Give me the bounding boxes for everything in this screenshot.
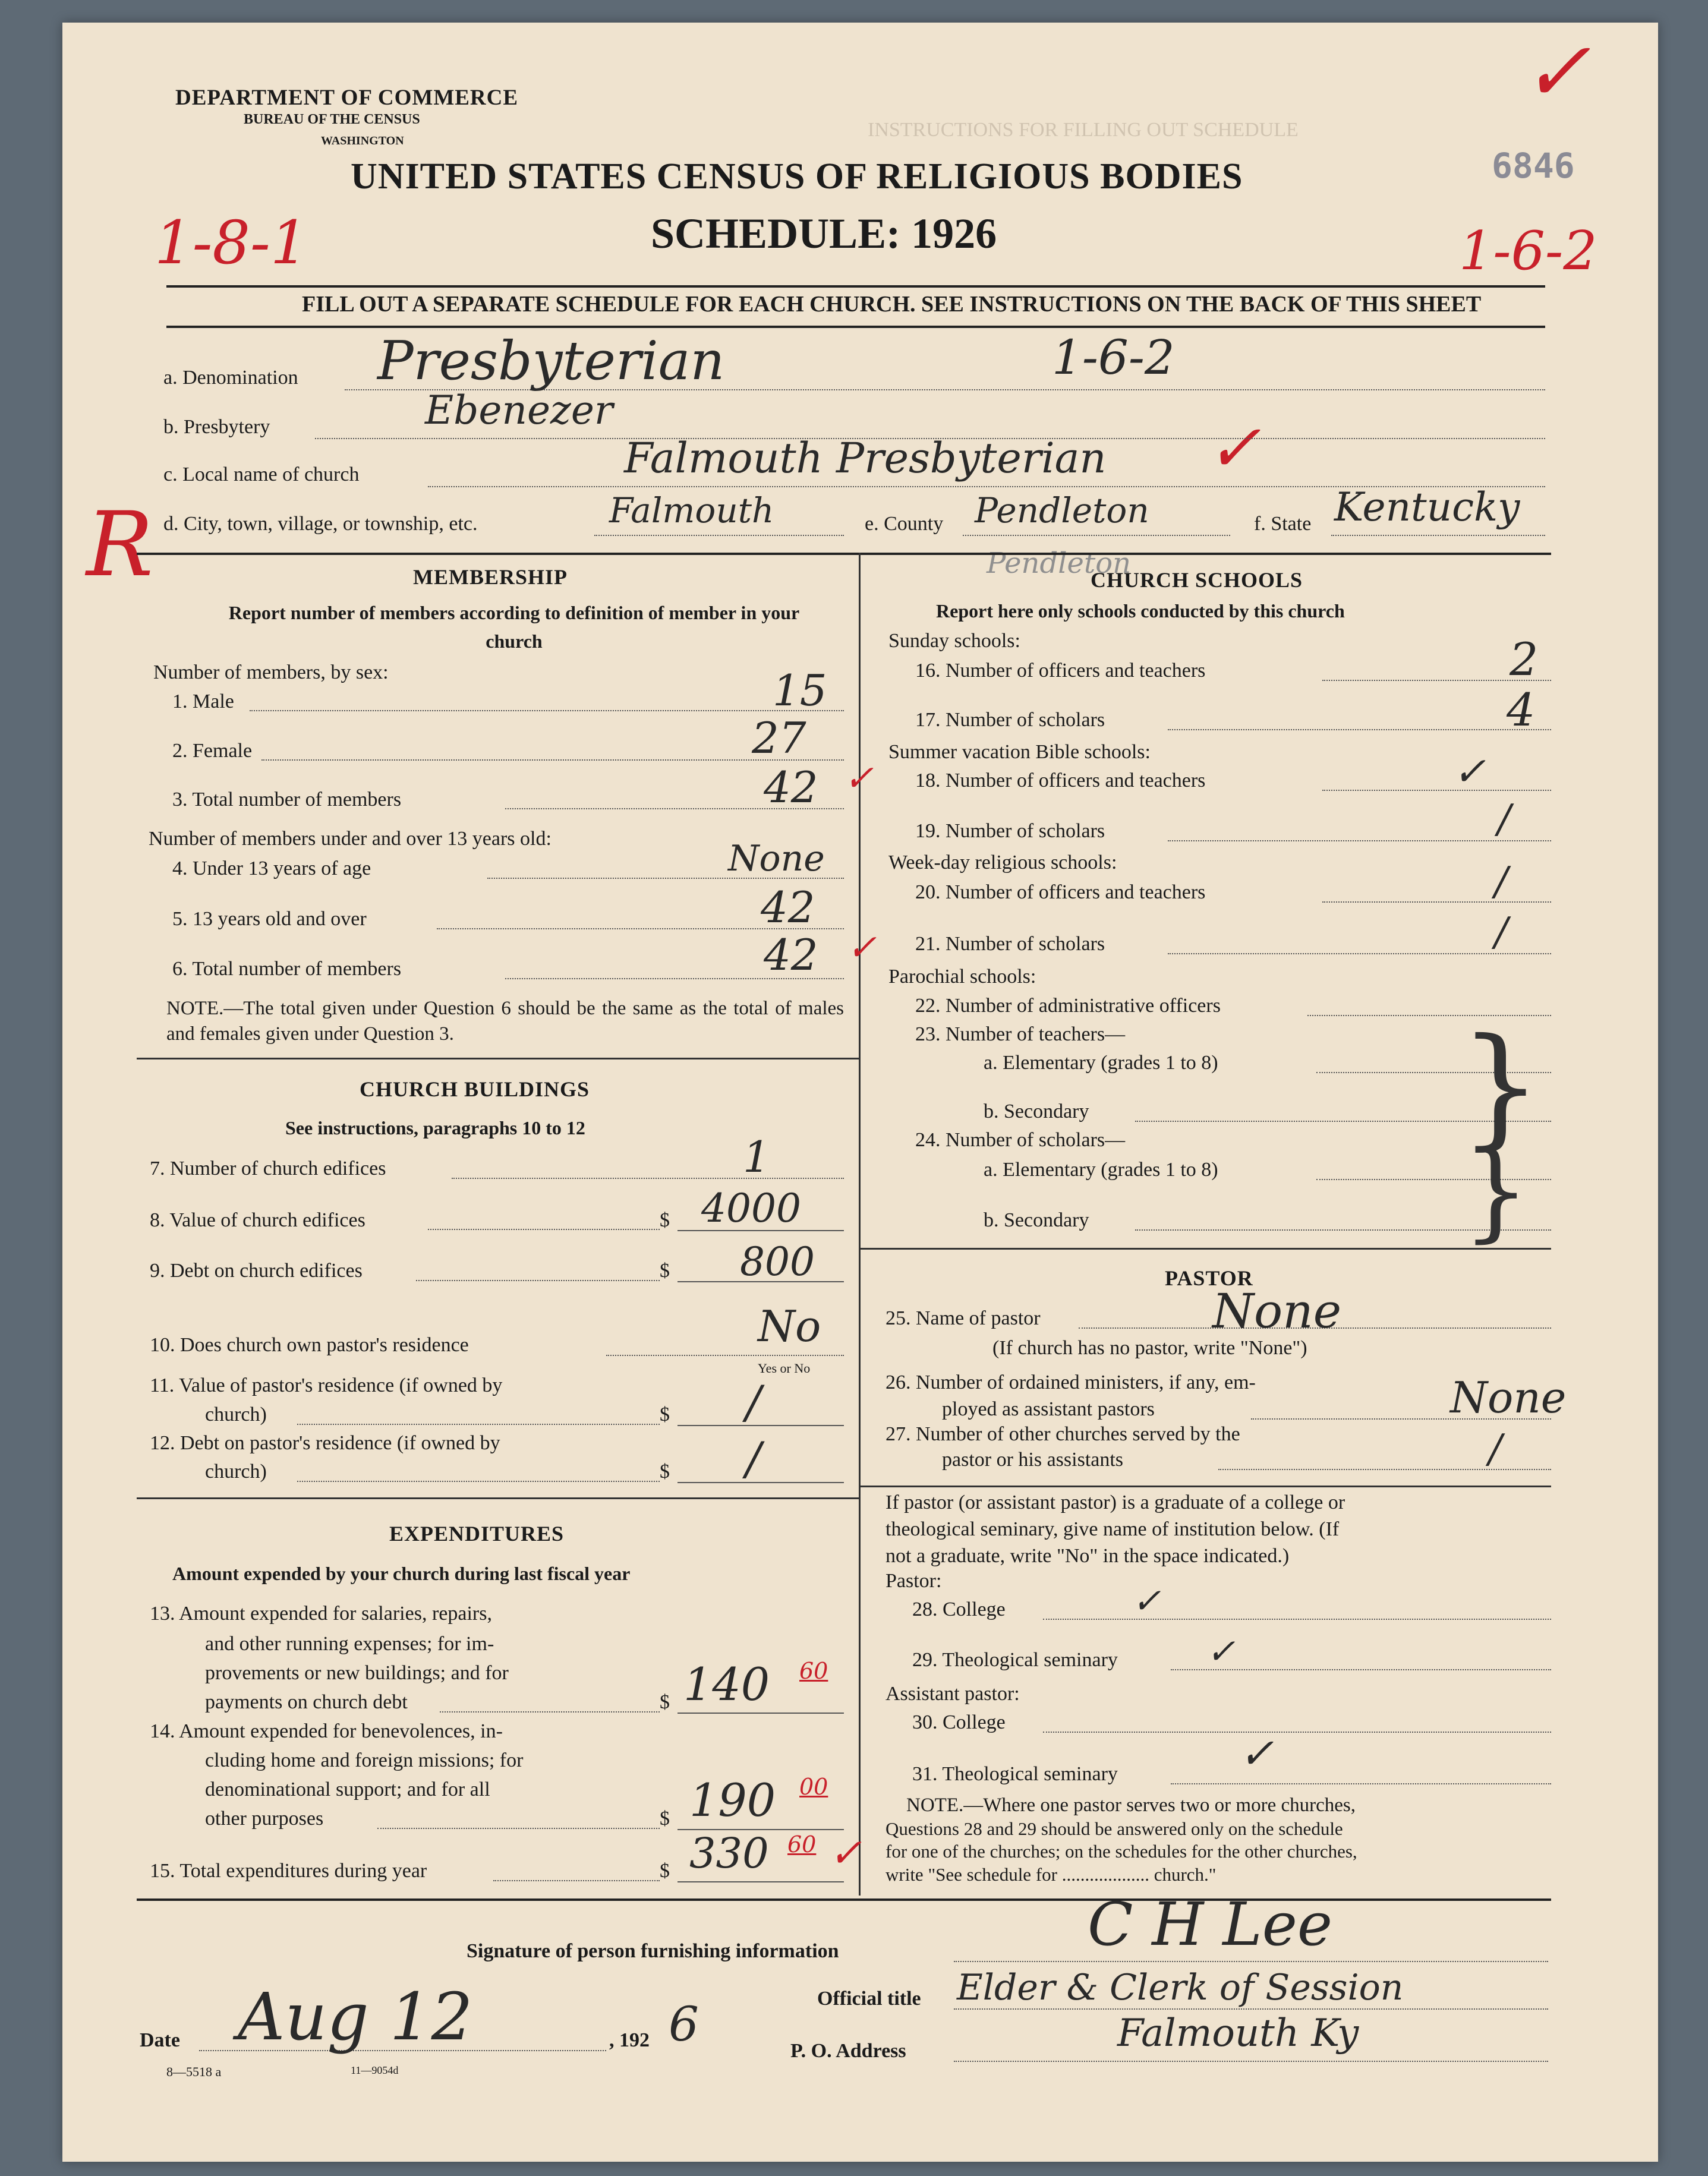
q14-label-l4: other purposes <box>205 1808 324 1830</box>
bleed-through-text: INSTRUCTIONS FOR FILLING OUT SCHEDULE <box>868 119 1299 141</box>
graduate-instruction-3: not a graduate, write "No" in the space indicated.) <box>885 1545 1290 1567</box>
graduate-instruction-2: theological seminary, give name of institution below. (If <box>885 1518 1340 1540</box>
dollar-sign: $ <box>660 1461 670 1483</box>
q17-label: 17. Number of scholars <box>915 709 1105 731</box>
q26-label: 26. Number of ordained ministers, if any, em- <box>885 1371 1256 1393</box>
year-prefix: , 192 <box>609 2029 650 2051</box>
dollar-sign: $ <box>660 1404 670 1426</box>
red-check-q3: ✓ <box>844 758 874 799</box>
department-heading: DEPARTMENT OF COMMERCE <box>175 86 519 110</box>
red-check-local-name: ✓ <box>1206 410 1262 486</box>
fill-line <box>954 2008 1548 2010</box>
q24a-label: a. Elementary (grades 1 to 8) <box>984 1159 1218 1181</box>
q8-value-amount: 4000 <box>701 1185 801 1231</box>
fill-line <box>250 710 844 711</box>
pastor-heading: PASTOR <box>1165 1266 1253 1290</box>
q26-value: None <box>1450 1373 1567 1423</box>
q11-residence-value: / <box>746 1376 761 1428</box>
q4-under13-value: None <box>728 838 825 879</box>
signature-value: C H Lee <box>1088 1890 1333 1959</box>
po-address-value: Falmouth Ky <box>1117 2011 1359 2055</box>
red-code-left: 1-8-1 <box>155 208 308 277</box>
rule <box>137 553 1551 555</box>
q29-label: 29. Theological seminary <box>912 1649 1118 1671</box>
q1-male-value: 15 <box>773 666 827 715</box>
pastor-note-4: write "See schedule for ................... church." <box>885 1864 1217 1885</box>
county-pencil-note: Pendleton <box>987 547 1132 580</box>
q23-label: 23. Number of teachers— <box>915 1023 1126 1045</box>
q14-label: 14. Amount expended for benevolences, in- <box>150 1720 503 1742</box>
q18-label: 18. Number of officers and teachers <box>915 770 1206 791</box>
q12-residence-debt-value: / <box>746 1432 761 1485</box>
church-schools-heading: CHURCH SCHOOLS <box>1091 568 1303 592</box>
q28-label: 28. College <box>912 1598 1006 1620</box>
assistant-pastor-subheading: Assistant pastor: <box>885 1683 1020 1705</box>
q5-over13-label: 5. 13 years old and over <box>172 908 367 930</box>
city-label: d. City, town, village, or township, etc. <box>163 513 478 535</box>
schedule-title: SCHEDULE: 1926 <box>651 210 997 257</box>
fill-line <box>440 1711 660 1713</box>
official-title-value: Elder & Clerk of Session <box>957 1967 1404 2008</box>
rule <box>166 285 1545 288</box>
yes-or-no-hint: Yes or No <box>758 1361 811 1376</box>
fill-line <box>1043 1619 1551 1620</box>
column-divider <box>859 553 861 1896</box>
rule <box>137 1497 859 1499</box>
form-code: 8—5518 a <box>166 2064 222 2079</box>
members-by-sex-label: Number of members, by sex: <box>153 661 389 683</box>
q13-amount: 140 <box>683 1658 770 1711</box>
summer-schools-label: Summer vacation Bible schools: <box>888 741 1151 763</box>
q7-edifices-value: 1 <box>743 1132 770 1182</box>
county-label: e. County <box>865 513 944 535</box>
q14-label-l2: cluding home and foreign missions; for <box>205 1749 524 1771</box>
pastor-note-1: NOTE.—Where one pastor serves two or more churches, <box>906 1795 1356 1816</box>
bureau-heading: BUREAU OF THE CENSUS <box>244 112 420 127</box>
q25-label: 25. Name of pastor <box>885 1307 1041 1329</box>
schools-intro: Report here only schools conducted by this church <box>936 600 1345 622</box>
q13-cents: 60 <box>799 1658 828 1684</box>
q4-under13-label: 4. Under 13 years of age <box>172 857 371 879</box>
denomination-value: Presbyterian <box>377 330 725 392</box>
q2-female-value: 27 <box>752 713 806 763</box>
fill-line <box>1171 1783 1551 1784</box>
fill-line <box>1168 840 1551 841</box>
fill-line <box>1168 729 1551 730</box>
denomination-label: a. Denomination <box>163 367 298 389</box>
q14-amount: 190 <box>689 1774 776 1827</box>
q24-label: 24. Number of scholars— <box>915 1129 1126 1151</box>
fill-line <box>297 1424 660 1425</box>
q10-owns-residence-label: 10. Does church own pastor's residence <box>150 1334 469 1356</box>
q6-total-label: 6. Total number of members <box>172 958 402 980</box>
red-code-right: 1-6-2 <box>1459 220 1597 282</box>
fill-line <box>1322 901 1551 903</box>
q26-label-cont: ployed as assistant pastors <box>942 1398 1155 1420</box>
sunday-schools-label: Sunday schools: <box>888 630 1020 652</box>
q29-value: ✓ <box>1206 1631 1236 1672</box>
buildings-instructions: See instructions, paragraphs 10 to 12 <box>285 1117 585 1139</box>
dollar-sign: $ <box>660 1691 670 1713</box>
rule <box>137 1899 1551 1901</box>
q12-residence-debt-label: 12. Debt on pastor's residence (if owned by <box>150 1432 500 1454</box>
fill-line <box>594 535 844 536</box>
q9-debt-label: 9. Debt on church edifices <box>150 1260 363 1282</box>
q7-edifices-label: 7. Number of church edifices <box>150 1158 386 1180</box>
q8-value-label: 8. Value of church edifices <box>150 1209 365 1231</box>
rule <box>166 326 1545 328</box>
q3-total-value: 42 <box>764 762 818 812</box>
official-title-label: Official title <box>817 1988 921 2010</box>
presbytery-label: b. Presbytery <box>163 416 270 438</box>
amount-line <box>677 1881 844 1882</box>
q16-value: 2 <box>1510 633 1539 686</box>
fill-line <box>452 1178 844 1179</box>
form-number-stamp: 6846 <box>1492 146 1575 186</box>
q19-label: 19. Number of scholars <box>915 820 1105 842</box>
fill-line <box>1331 535 1545 536</box>
q13-label: 13. Amount expended for salaries, repairs, <box>150 1603 492 1625</box>
q23b-label: b. Secondary <box>984 1100 1089 1122</box>
q11-label-cont: church) <box>205 1404 267 1426</box>
q17-value: 4 <box>1507 683 1536 736</box>
q20-label: 20. Number of officers and teachers <box>915 881 1206 903</box>
date-label: Date <box>140 2029 180 2051</box>
fill-line <box>954 2061 1548 2062</box>
q15-cents: 60 <box>787 1831 817 1858</box>
pastor-subheading: Pastor: <box>885 1570 942 1592</box>
q3-total-label: 3. Total number of members <box>172 789 402 811</box>
amount-line <box>677 1713 844 1714</box>
q25-hint: (If church has no pastor, write "None") <box>992 1337 1307 1359</box>
red-check-q6: ✓ <box>847 927 877 969</box>
q12-label-cont: church) <box>205 1461 267 1483</box>
q23a-label: a. Elementary (grades 1 to 8) <box>984 1052 1218 1074</box>
expenditures-heading: EXPENDITURES <box>389 1522 565 1546</box>
presbytery-value: Ebenezer <box>425 387 613 433</box>
fill-line <box>416 1280 660 1281</box>
graduate-instruction-1: If pastor (or assistant pastor) is a graduate of a college or <box>885 1491 1345 1513</box>
form-title: UNITED STATES CENSUS OF RELIGIOUS BODIES <box>351 156 1243 197</box>
q21-label: 21. Number of scholars <box>915 933 1105 955</box>
q22-label: 22. Number of administrative officers <box>915 995 1221 1017</box>
city-heading: WASHINGTON <box>321 134 404 147</box>
pastor-note-2: Questions 28 and 29 should be answered only on the schedule <box>885 1818 1343 1839</box>
q2-female-label: 2. Female <box>172 740 253 762</box>
code-middle: 1-6-2 <box>1052 330 1175 385</box>
red-margin-mark: R <box>86 493 153 597</box>
fill-line <box>606 1355 844 1356</box>
state-value: Kentucky <box>1334 484 1520 530</box>
fill-line <box>1043 1732 1551 1733</box>
pastor-note-3: for one of the churches; on the schedules for the other churches, <box>885 1841 1357 1862</box>
year-digit: 6 <box>669 1997 699 2052</box>
parochial-schools-label: Parochial schools: <box>888 966 1036 988</box>
q15-total-label: 15. Total expenditures during year <box>150 1860 427 1882</box>
q27-label-cont: pastor or his assistants <box>942 1449 1124 1471</box>
rule <box>859 1486 1551 1487</box>
q11-residence-value-label: 11. Value of pastor's residence (if owned by <box>150 1374 503 1396</box>
q27-value: / <box>1489 1426 1502 1472</box>
fill-line <box>963 535 1230 536</box>
church-buildings-heading: CHURCH BUILDINGS <box>360 1077 590 1101</box>
q6-total-value: 42 <box>764 930 818 980</box>
dollar-sign: $ <box>660 1860 670 1882</box>
red-check-q15: ✓ <box>829 1830 862 1876</box>
q24b-label: b. Secondary <box>984 1209 1089 1231</box>
print-code: 11—9054d <box>351 2064 399 2076</box>
q14-cents: 00 <box>799 1774 828 1800</box>
membership-intro: Report number of members according to definition of member in your church <box>228 602 800 652</box>
membership-heading: MEMBERSHIP <box>413 565 568 589</box>
q21-value: / <box>1495 909 1508 955</box>
fill-line <box>377 1828 660 1829</box>
q31-value: ✓ <box>1239 1729 1274 1778</box>
q16-label: 16. Number of officers and teachers <box>915 660 1206 682</box>
rule <box>137 1058 859 1059</box>
county-value: Pendleton <box>975 490 1149 531</box>
signature-label: Signature of person furnishing information <box>467 1940 839 1962</box>
red-check-top: ✓ <box>1521 24 1592 121</box>
q25-value: None <box>1212 1283 1342 1339</box>
q31-label: 31. Theological seminary <box>912 1763 1118 1785</box>
separate-schedule-instruction: FILL OUT A SEPARATE SCHEDULE FOR EACH CHURCH. SEE INSTRUCTIONS ON THE BACK OF THIS SHEET <box>302 292 1482 317</box>
fill-line <box>1168 953 1551 954</box>
q1-male-label: 1. Male <box>172 690 234 712</box>
expenditures-intro: Amount expended by your church during last fiscal year <box>172 1563 631 1584</box>
q28-value: ✓ <box>1132 1581 1161 1621</box>
state-label: f. State <box>1254 513 1312 535</box>
fill-line <box>1322 790 1551 791</box>
members-by-age-label: Number of members under and over 13 years old: <box>149 828 552 850</box>
q5-over13-value: 42 <box>761 882 815 932</box>
dollar-sign: $ <box>660 1209 670 1231</box>
fill-line <box>954 1961 1548 1962</box>
q10-owns-residence-value: No <box>758 1301 821 1351</box>
handwritten-brace-mark: } <box>1459 1010 1542 1162</box>
fill-line <box>493 1880 660 1881</box>
fill-line <box>297 1481 660 1482</box>
q13-label-l4: payments on church debt <box>205 1691 408 1713</box>
q14-label-l3: denominational support; and for all <box>205 1778 490 1800</box>
q27-label: 27. Number of other churches served by the <box>885 1423 1240 1445</box>
q18-value: ✓ <box>1453 749 1486 794</box>
city-value: Falmouth <box>609 490 774 531</box>
q19-value: / <box>1498 796 1511 842</box>
date-value: Aug 12 <box>238 1979 473 2055</box>
local-name-label: c. Local name of church <box>163 463 360 485</box>
dollar-sign: $ <box>660 1260 670 1282</box>
fill-line <box>428 1229 660 1230</box>
q9-debt-amount: 800 <box>740 1239 815 1285</box>
handwritten-brace-mark: } <box>1462 1129 1530 1253</box>
local-name-value: Falmouth Presbyterian <box>624 434 1107 482</box>
q30-label: 30. College <box>912 1711 1006 1733</box>
q20-value: / <box>1495 859 1508 904</box>
q13-label-l2: and other running expenses; for im- <box>205 1633 494 1655</box>
po-address-label: P. O. Address <box>790 2040 906 2062</box>
q13-label-l3: provements or new buildings; and for <box>205 1662 509 1684</box>
dollar-sign: $ <box>660 1808 670 1830</box>
q15-amount: 330 <box>689 1829 769 1878</box>
rule <box>859 1248 1551 1250</box>
membership-note: NOTE.—The total given under Question 6 should be the same as the total of males and females given under Question 3. <box>166 998 844 1045</box>
weekday-schools-label: Week-day religious schools: <box>888 852 1117 873</box>
